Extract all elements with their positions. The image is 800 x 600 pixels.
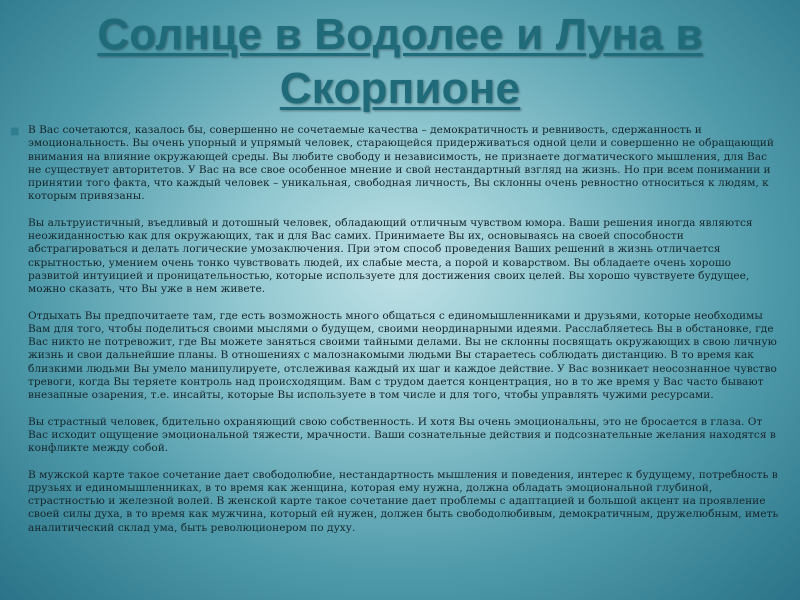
paragraph-3: Отдыхать Вы предпочитаете там, где есть возможность много общаться с единомышленниками и друзьями, которые необходимы Вам для того, чтобы поделиться своими мыслями о будущем, своими неординарными идеями. Расслабляетесь Вы в обстановке, где Вас никто не потревожит, где Вы можете заняться своими тайными делами. Вы не склонны посвящать окружающих в свою личную жизнь и свои дальнейшие планы. В отношениях с малознакомыми людьми Вы стараетесь соблюдать дистанцию. В то время как близкими людьми Вы умело манипулируете, отслеживая каждый их шаг и каждое действие. У Вас возникает неосознанное чувство тревоги, когда Вы теряете контроль над происходящим. Вам с трудом дается концентрация, но в то же время у Вас часто бывают внезапные озарения, т.е. инсайты, которые Вы используете в том числе и для того, чтобы управлять чужими ресурсами. — [28, 309, 777, 402]
paragraph-1: В Вас сочетаются, казалось бы, совершенно не сочетаемые качества – демократичность и ревнивость, сдержанность и эмоциональность. Вы очень упорный и упрямый человек, старающейся придерживаться одной цели и совершенно не обращающий внимания на влияние окружающей среды. Вы любите свободу и независимость, не признаете догматического мышления, для Вас не существует авторитетов. У Вас на все свое особенное мнение и свой нестандартный взгляд на жизнь. Но при всем понимании и принятии того факта, что каждый человек – уникальная, свободная личность, Вы склонны очень ревностно относиться к людям, к которым привязаны. — [28, 124, 774, 203]
paragraph-4: Вы страстный человек, бдительно охраняющий свою собственность. И хотя Вы очень эмоциональны, это не бросается в глаза. От Вас исходит ощущение эмоциональной тяжести, мрачности. Ваши сознательные действия и подсознательные желания находятся в конфликте между собой. — [28, 415, 776, 455]
slide-body — [10, 124, 780, 548]
paragraph-5: В мужской карте такое сочетание дает свободолюбие, нестандартность мышления и поведения, интерес к будущему, потребность в друзьях и единомышленниках, в то время как женщина, которая ему нужна, должна обладать эмоциональной глубиной, страстностью и железной волей. В женской карте такое сочетание дает проблемы с адаптацией и большой акцент на проявление своей силы духа, в то время как мужчина, который ей нужен, должен быть свободолюбивым, демократичным, дружелюбным, иметь аналитический склад ума, быть революционером по духу. — [28, 468, 779, 534]
paragraph-2: Вы альтруистичный, въедливый и дотошный человек, обладающий отличным чувством юмора. Ваши решения иногда являются неожиданностью как для окружающих, так и для Вас самих. Принимаете Вы их, основываясь на своей способности абстрагироваться и делать логические умозаключения. При этом способ проведения Ваших решений в жизнь отличается скрытностью, умением очень тонко чувствовать людей, их слабые места, а порой и коварством. Вы обладаете очень хорошо развитой интуицией и проницательностью, которые используете для достижения своих целей. Вы хорошо чувствуете будущее, можно сказать, что Вы уже в нем живете. — [28, 216, 753, 296]
square-bullet-icon: ■ — [10, 126, 20, 137]
slide-title: Солнце в Водолее и Луна в Скорпионе — [97, 10, 703, 113]
